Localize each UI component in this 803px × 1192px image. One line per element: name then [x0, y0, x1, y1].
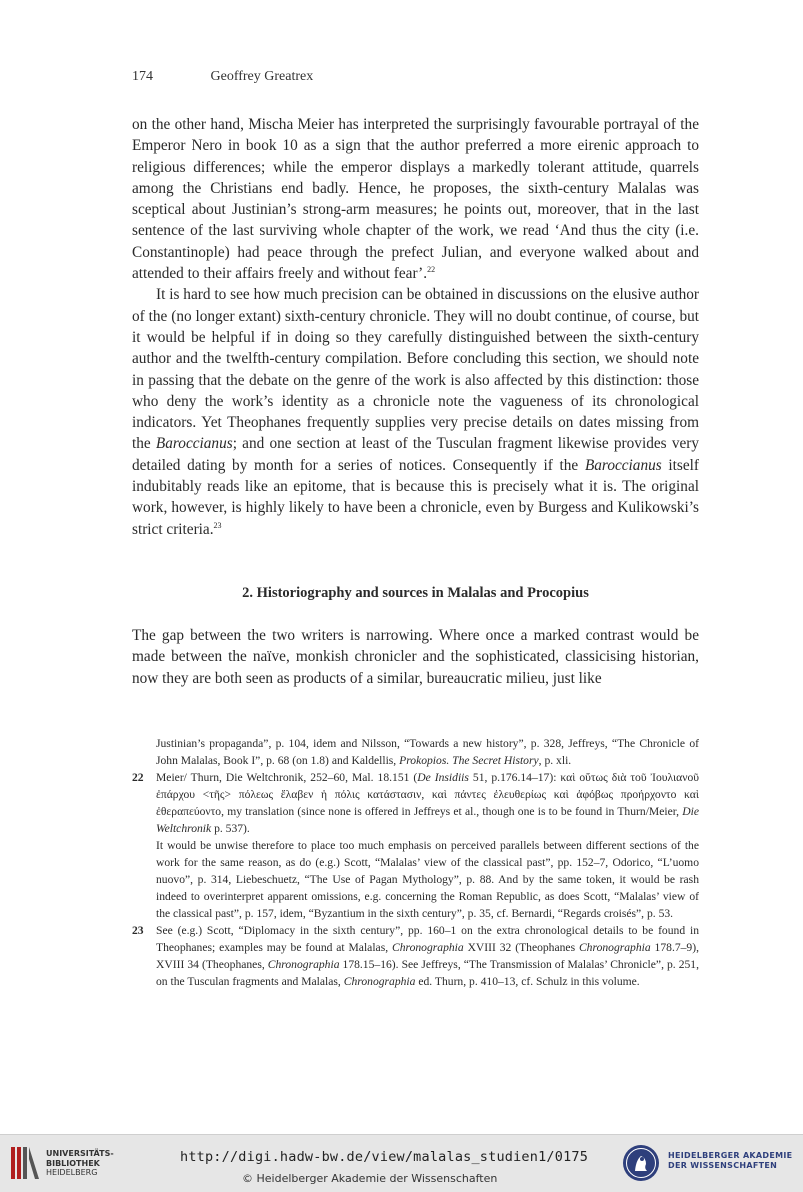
- section-paragraph: The gap between the two writers is narrowing. Where once a marked contrast would be made between the naïve, monkish chronicler and the sophisticated, classicising historian, now they are both seen as products of a similar, bureaucratic milieu, just like: [132, 627, 699, 687]
- academy-name: [668, 1151, 792, 1171]
- page-number: 174: [132, 69, 153, 84]
- paragraph-1: [132, 114, 699, 284]
- copyright-notice: © Heidelberger Akademie der Wissenschaften: [242, 1172, 498, 1185]
- footnote-italic: Chronographia: [391, 941, 464, 954]
- footnotes: [132, 735, 699, 990]
- italic-baroccianus: Baroccianus: [155, 435, 233, 453]
- footnote-22: [132, 769, 699, 837]
- academy-line: DER WISSENSCHAFTEN: [668, 1161, 778, 1170]
- footnote-text: p. 537).: [211, 822, 250, 835]
- library-line: UNIVERSITÄTS-: [46, 1149, 114, 1158]
- library-name: [46, 1149, 114, 1178]
- footnote-text: 178.15–16). See Jeffreys, “The Transmission of Malalas’ Chronicle”, p. 251, on the Tusculan fragments and Malalas,: [156, 958, 699, 988]
- library-line: BIBLIOTHEK: [46, 1158, 100, 1168]
- section-heading: 2. Historiography and sources in Malalas and Procopius: [242, 585, 589, 601]
- note-ref-23[interactable]: 23: [213, 520, 222, 530]
- footnote-number: 22: [132, 771, 144, 784]
- footnote-text: See (e.g.) Scott, “Diplomacy in the sixth century”, pp. 160–1 on the extra chronological details to be found in Theophanes; examples may be found at Malalas,: [156, 924, 699, 954]
- paragraph-2: [132, 284, 699, 540]
- footnote-italic: Chronographia: [578, 941, 651, 954]
- library-line: HEIDELBERG: [46, 1168, 98, 1177]
- footnote-carryover: [132, 735, 699, 769]
- library-logo-icon: [10, 1145, 40, 1181]
- italic-baroccianus: Baroccianus: [584, 456, 662, 474]
- paragraph-2-text: ; and one section at least of the Tusculan fragment likewise provides very detailed dating by month for a series of notices. Consequently if the: [132, 435, 699, 474]
- footnote-22-continuation: It would be unwise therefore to place too much emphasis on perceived parallels between different sections of the work for the same reason, as do (e.g.) Scott, “Malalas’ view of the classical past”, pp. 152–7, Odorico, “L’uomo nuovo”, p. 314, Liebeschuetz, “The Use of Pagan Mythology”, p. 88. And by the same token, it would be rash indeed to overinterpret apparent omissions, e.g. concerning the Roman Republic, as does Scott, “Malalas’ view of the classical past”, p. 157, idem, “Byzantium in the sixth century”, p. 35, cf. Bernardi, “Regards croisés”, p. 53.: [156, 839, 699, 920]
- running-head-author: Geoffrey Greatrex: [210, 69, 314, 84]
- footnote-text: ed. Thurn, p. 410–13, cf. Schulz in this volume.: [415, 975, 640, 988]
- footnote-number: 23: [132, 924, 144, 937]
- footnote-italic: De Insidiis: [417, 771, 469, 784]
- footnote-23: [132, 922, 699, 990]
- running-head: [132, 69, 313, 85]
- footnote-italic: Chronographia: [343, 975, 416, 988]
- footnote-text: Meier/ Thurn, Die Weltchronik, 252–60, Mal. 18.151 (: [156, 771, 418, 784]
- footnote-text: , p. xli.: [538, 754, 572, 767]
- footnote-italic: Die Weltchronik: [156, 805, 699, 835]
- permalink-url[interactable]: http://digi.hadw-bw.de/view/malalas_studien1/0175: [180, 1149, 589, 1165]
- footnote-italic: Chronographia: [267, 958, 340, 971]
- paragraph-2-text: It is hard to see how much precision can be obtained in discussions on the elusive author of the (no longer extant) sixth-century chronicle. They will no doubt continue, of course, but it would be helpful if in doing so they carefully distinguished between the sixth-century author and the twelfth-century compilation. Before concluding this section, we should note in passing that the debate on the genre of the work is also affected by this distinction: those who deny the work’s identity as a chronicle note the vagueness of its chronological indicators. Yet Theophanes frequently supplies very precise details on dates missing from the: [132, 286, 699, 453]
- footnote-text: 178.7–9), XVIII 34 (Theophanes,: [156, 941, 699, 971]
- footnote-italic: Prokopios. The Secret History: [399, 754, 539, 767]
- viewer-footer: [0, 1134, 803, 1192]
- footnote-text: XVIII 32 (Theophanes: [463, 941, 579, 954]
- footnote-text: Justinian’s propaganda”, p. 104, idem and Nilsson, “Towards a new history”, p. 328, Jeffreys, “The Chronicle of John Malalas, Book I”, p. 68 (on 1.8) and Kaldellis,: [156, 737, 699, 767]
- body-text: [132, 114, 699, 540]
- academy-seal-icon: [622, 1144, 660, 1182]
- section-body: [132, 625, 699, 689]
- academy-line: HEIDELBERGER AKADEMIE: [668, 1151, 793, 1160]
- note-ref-22[interactable]: 22: [427, 265, 436, 275]
- footnote-text: 51, p.176.14–17): καὶ οὕτως διὰ τοῦ Ἰουλιανοῦ ἐπάρχου <τῆς> πόλεως ἔλαβεν ἡ πόλις κατάστασιν, καὶ πάντες ἐλευθερίως καὶ ἀφόβως προήρχοντο καὶ ἐθεραπεύοντο, my translation (since none is offered in Jeffreys et al., though one is to be found in Thurn/Meier,: [156, 771, 699, 818]
- paragraph-2-text: itself indubitably reads like an epitome, that is because this is precisely what it is. The original work, however, is highly likely to have been a chronicle, even by Burgess and Kulikowski’s strict criteria.: [132, 456, 699, 538]
- paragraph-1-text: on the other hand, Mischa Meier has interpreted the surprisingly favourable portrayal of the Emperor Nero in book 10 as a sign that the author preferred a more eirenic approach to religious differences; while the emperor displays a markedly tolerant attitude, quarrels among the Christians end badly. Hence, he proposes, the sixth-century Malalas was sceptical about Justinian’s strong-arm measures; he points out, moreover, that in the last sentence of the last surviving whole chapter of the work, we read ‘And thus the city (i.e. Constantinople) had peace through the prefect Julian, and everyone walked about and attended to their affairs freely and without fear’.: [132, 116, 699, 283]
